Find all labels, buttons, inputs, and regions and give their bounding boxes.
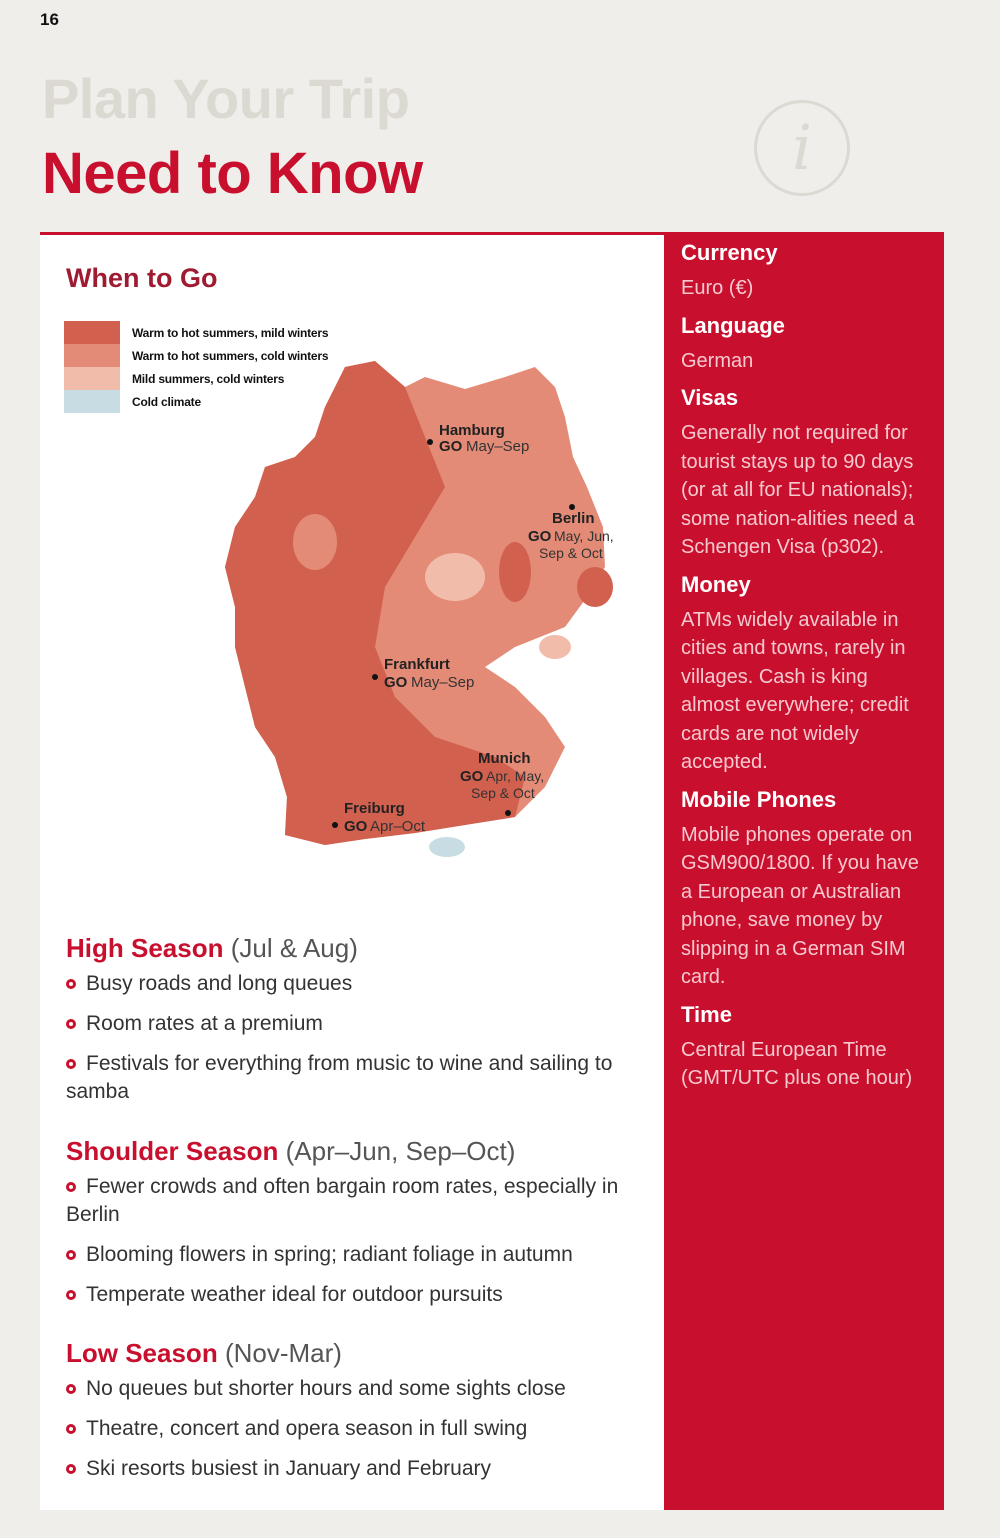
city-period-munich: Apr, May,	[486, 768, 545, 784]
bullet-icon	[66, 1464, 76, 1474]
fact-text: Generally not required for tourist stays up to 90 days (or at all for EU nationals); some nation-alities need a Schengen Visa (p302).	[681, 422, 915, 558]
legend-swatch-cold	[64, 390, 120, 413]
city-name-munich: Munich	[478, 750, 531, 767]
city-go-berlin: GO	[528, 528, 552, 545]
city-name-freiburg: Freiburg	[344, 800, 405, 817]
legend-label: Cold climate	[132, 394, 201, 409]
info-glyph: i	[792, 111, 812, 184]
when-to-go-title: When to Go	[66, 263, 218, 293]
bullet-icon	[66, 1290, 76, 1300]
list-item-text: Blooming flowers in spring; radiant foliage in autumn	[86, 1243, 573, 1266]
city-name-hamburg: Hamburg	[439, 422, 505, 439]
season-low	[66, 1338, 636, 1495]
map-region-mild	[293, 514, 337, 570]
legend-swatch-warm-mild	[64, 321, 120, 344]
list-item	[66, 1050, 636, 1106]
fact-heading: Visas	[681, 385, 739, 410]
city-period-frankfurt: May–Sep	[411, 674, 475, 691]
season-period: (Jul & Aug)	[230, 933, 358, 963]
legend-label: Warm to hot summers, mild winters	[132, 325, 329, 340]
season-list	[66, 1375, 636, 1483]
map-region-warm	[499, 542, 531, 602]
list-item	[66, 1173, 636, 1229]
fact-heading: Time	[681, 1001, 732, 1027]
list-item	[66, 1415, 636, 1443]
legend-row	[64, 321, 328, 344]
list-item-text: No queues but shorter hours and some sights close	[86, 1377, 566, 1400]
city-period2-munich: Sep & Oct	[471, 785, 535, 801]
season-list	[66, 970, 636, 1106]
fact-heading: Currency	[681, 240, 778, 265]
fact-money	[681, 572, 926, 777]
list-item	[66, 970, 636, 998]
section-kicker: Plan Your Trip	[42, 67, 410, 130]
city-dot-hamburg	[427, 439, 433, 445]
bullet-icon	[66, 1059, 76, 1069]
fact-currency	[681, 240, 926, 303]
list-item-text: Room rates at a premium	[86, 1012, 323, 1035]
list-item-text: Fewer crowds and often bargain room rates, especially in Berlin	[66, 1175, 619, 1226]
city-name-berlin: Berlin	[552, 510, 595, 527]
page-title: Need to Know	[42, 141, 423, 206]
fact-text: Mobile phones operate on GSM900/1800. If you have a European or Australian phone, save money by slipping in a German SIM card.	[681, 823, 919, 988]
city-dot-munich	[505, 810, 511, 816]
fact-text: Euro (€)	[681, 277, 754, 299]
list-item-text: Temperate weather ideal for outdoor pursuits	[86, 1283, 503, 1306]
fact-text: Central European Time (GMT/UTC plus one hour)	[681, 1038, 913, 1089]
season-name: Shoulder Season	[66, 1136, 279, 1166]
fact-heading: Mobile Phones	[681, 786, 837, 812]
legend-label: Warm to hot summers, cold winters	[132, 348, 329, 363]
city-period2-berlin: Sep & Oct	[539, 545, 603, 561]
bullet-icon	[66, 979, 76, 989]
bullet-icon	[66, 1424, 76, 1434]
fact-heading: Language	[681, 312, 785, 338]
city-go-frankfurt: GO	[384, 674, 408, 691]
germany-climate-map	[215, 347, 615, 867]
season-title	[66, 1338, 636, 1369]
city-period-hamburg: May–Sep	[466, 438, 530, 455]
bullet-icon	[66, 1384, 76, 1394]
fact-text: German	[681, 349, 754, 372]
season-period: (Apr–Jun, Sep–Oct)	[285, 1136, 516, 1166]
legend-swatch-mild-cold	[64, 367, 120, 390]
map-region-cold	[429, 837, 465, 857]
legend-swatch-warm-cold	[64, 344, 120, 367]
city-go-hamburg: GO	[439, 438, 463, 455]
legend-label: Mild summers, cold winters	[132, 371, 285, 386]
season-shoulder	[66, 1136, 636, 1321]
season-list	[66, 1173, 636, 1309]
list-item-text: Busy roads and long queues	[86, 972, 353, 995]
fact-time	[681, 1002, 926, 1093]
facts-sidebar	[664, 232, 944, 1510]
fact-text: ATMs widely available in cities and towns, rarely in villages. Cash is king almost everywhere; credit cards are not widely accepted.	[681, 608, 909, 773]
list-item	[66, 1375, 636, 1403]
bullet-icon	[66, 1019, 76, 1029]
bullet-icon	[66, 1182, 76, 1192]
season-title	[66, 933, 636, 964]
fact-language	[681, 313, 926, 376]
fact-mobile-phones	[681, 787, 926, 992]
info-icon	[754, 100, 850, 196]
season-name: Low Season	[66, 1338, 218, 1368]
page-number: 16	[40, 10, 59, 29]
city-dot-frankfurt	[372, 674, 378, 680]
list-item	[66, 1241, 636, 1269]
season-title	[66, 1136, 636, 1167]
city-dot-freiburg	[332, 822, 338, 828]
season-name: High Season	[66, 933, 224, 963]
map-region-warm	[577, 567, 613, 607]
list-item	[66, 1455, 636, 1483]
season-high	[66, 933, 636, 1118]
fact-visas	[681, 385, 926, 562]
bullet-icon	[66, 1250, 76, 1260]
list-item-text: Festivals for everything from music to wine and sailing to samba	[66, 1052, 613, 1103]
city-name-frankfurt: Frankfurt	[384, 656, 450, 673]
list-item-text: Theatre, concert and opera season in full swing	[86, 1417, 528, 1440]
city-period-berlin: May, Jun,	[554, 528, 614, 544]
city-go-munich: GO	[460, 768, 484, 785]
city-go-freiburg: GO	[344, 818, 368, 835]
season-period: (Nov-Mar)	[224, 1338, 342, 1368]
list-item	[66, 1281, 636, 1309]
map-region-mild	[425, 553, 485, 601]
map-region-mild	[539, 635, 571, 659]
fact-heading: Money	[681, 571, 751, 597]
city-period-freiburg: Apr–Oct	[370, 818, 426, 835]
main-panel	[40, 232, 664, 1510]
list-item	[66, 1010, 636, 1038]
list-item-text: Ski resorts busiest in January and February	[86, 1457, 492, 1480]
